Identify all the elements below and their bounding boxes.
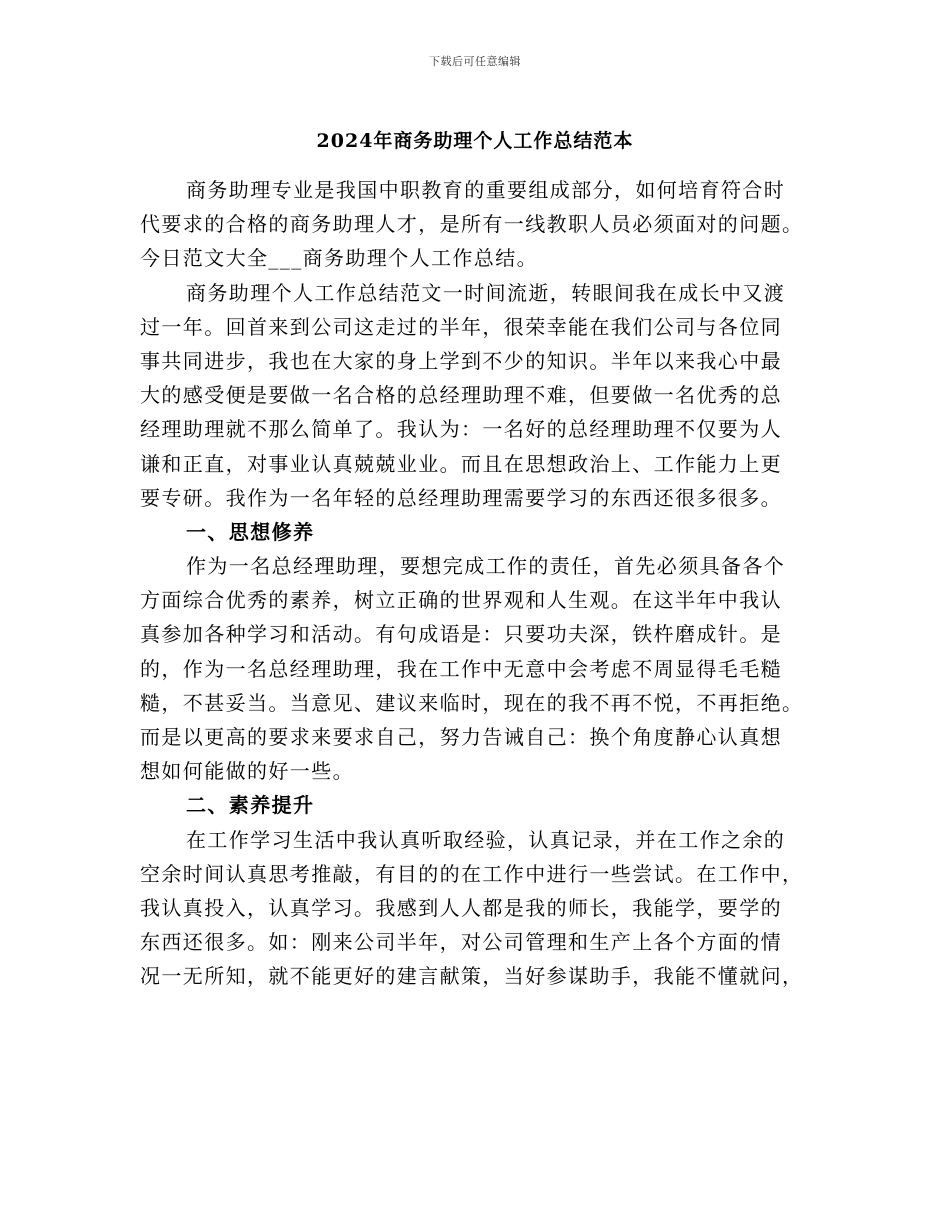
page-header-note: 下载后可任意编辑 — [429, 55, 521, 68]
body-line: 东西还很多。如：刚来公司半年，对公司管理和生产上各个方面的情 — [140, 930, 782, 955]
body-line: 事共同进步，我也在大家的身上学到不少的知识。半年以来我心中最 — [140, 348, 782, 373]
body-line: 真参加各种学习和活动。有句成语是：只要功夫深，铁杵磨成针。是 — [140, 622, 782, 647]
body-line: 商务助理个人工作总结范文一时间流逝，转眼间我在成长中又渡 — [186, 280, 786, 305]
body-line: 作为一名总经理助理，要想完成工作的责任，首先必须具备各个 — [186, 554, 786, 579]
body-line: 空余时间认真思考推敲，有目的的在工作中进行一些尝试。在工作中， — [140, 861, 804, 886]
body-line: 况一无所知，就不能更好的建言献策，当好参谋助手，我能不懂就问， — [140, 964, 804, 989]
body-line: 经理助理就不那么简单了。我认为：一名好的总经理助理不仅要为人 — [140, 417, 782, 442]
body-line: 代要求的合格的商务助理人才，是所有一线教职人员必须面对的问题。 — [140, 212, 804, 237]
body-line: 商务助理专业是我国中职教育的重要组成部分，如何培育符合时 — [186, 178, 786, 202]
body-line: 的，作为一名总经理助理，我在工作中无意中会考虑不周显得毛毛糙 — [140, 656, 782, 681]
body-line: 糙，不甚妥当。当意见、建议来临时，现在的我不再不悦，不再拒绝。 — [140, 690, 804, 715]
document-title: 2024年商务助理个人工作总结范本 — [316, 130, 634, 152]
body-line: 大的感受便是要做一名合格的总经理助理不难，但要做一名优秀的总 — [140, 383, 782, 408]
section-heading: 二、素养提升 — [186, 793, 315, 818]
body-line: 在工作学习生活中我认真听取经验，认真记录，并在工作之余的 — [186, 827, 786, 852]
body-line: 而是以更高的要求来要求自己，努力告诫自己：换个角度静心认真想 — [140, 725, 782, 749]
body-line: 想如何能做的好一些。 — [140, 759, 354, 784]
body-line: 我认真投入，认真学习。我感到人人都是我的师长，我能学，要学的 — [140, 895, 782, 920]
section-heading: 一、思想修养 — [186, 519, 315, 544]
body-line: 过一年。回首来到公司这走过的半年，很荣幸能在我们公司与各位同 — [140, 314, 782, 339]
document-body — [140, 173, 830, 994]
body-line: 要专研。我作为一名年轻的总经理助理需要学习的东西还很多很多。 — [140, 485, 782, 510]
body-line: 今日范文大全___商务助理个人工作总结。 — [140, 246, 538, 271]
body-line: 谦和正直，对事业认真兢兢业业。而且在思想政治上、工作能力上更 — [140, 451, 782, 476]
body-line: 方面综合优秀的素养，树立正确的世界观和人生观。在这半年中我认 — [140, 588, 782, 613]
